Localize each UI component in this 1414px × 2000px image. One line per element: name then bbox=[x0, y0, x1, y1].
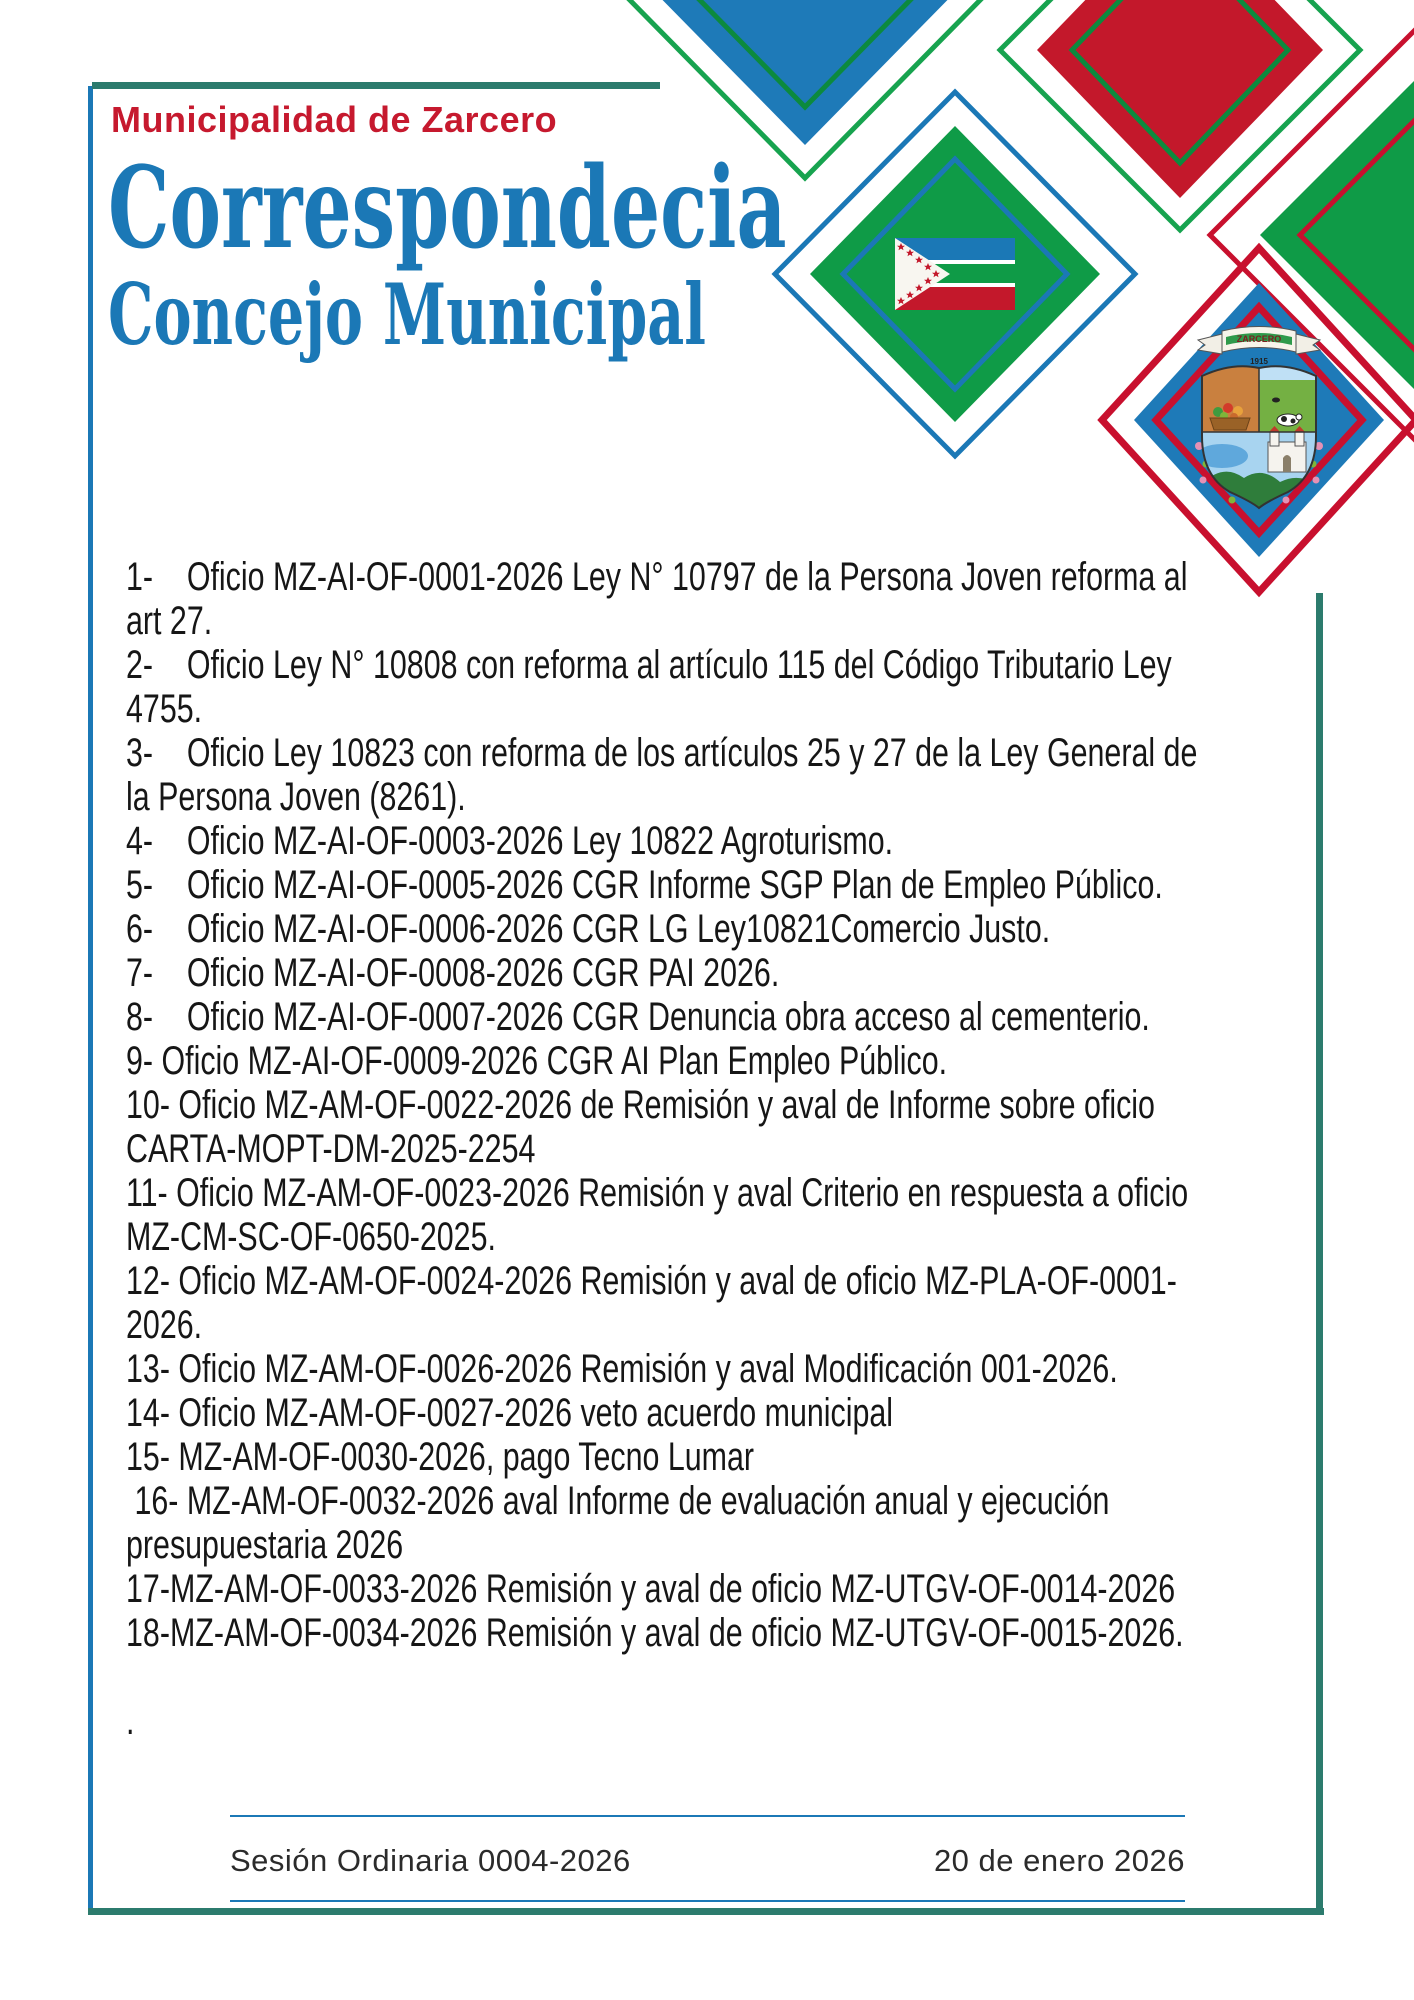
frame-left-border bbox=[88, 86, 93, 1912]
list-line: la Persona Joven (8261). bbox=[126, 775, 466, 819]
footer-top-rule bbox=[230, 1815, 1185, 1817]
list-line: 16- MZ-AM-OF-0032-2026 aval Informe de evaluación anual y ejecución bbox=[126, 1479, 1110, 1523]
list-line: CARTA-MOPT-DM-2025-2254 bbox=[126, 1127, 536, 1171]
list-line: 18-MZ-AM-OF-0034-2026 Remisión y aval de oficio MZ-UTGV-OF-0015-2026. bbox=[126, 1611, 1184, 1655]
date-label: 20 de enero 2026 bbox=[933, 1843, 1185, 1878]
list-line: 2- Oficio Ley N° 10808 con reforma al artículo 115 del Código Tributario Ley bbox=[126, 643, 1172, 687]
zarcero-flag-icon bbox=[895, 238, 1015, 310]
coat-banner-text: ZARCERO bbox=[1236, 334, 1282, 344]
trailing-line: . bbox=[126, 1699, 135, 1743]
page-title: Correspondecia bbox=[108, 143, 787, 274]
list-line: 12- Oficio MZ-AM-OF-0024-2026 Remisión y aval de oficio MZ-PLA-OF-0001- bbox=[126, 1259, 1177, 1303]
footer bbox=[230, 1843, 1185, 1879]
flag-diamond bbox=[775, 92, 1135, 456]
list-line: art 27. bbox=[126, 599, 213, 643]
list-line: presupuestaria 2026 bbox=[126, 1523, 404, 1567]
trailing-line bbox=[126, 1655, 1342, 1699]
correspondence-list bbox=[126, 555, 1342, 1743]
coat-year-text: 1915 bbox=[1250, 357, 1268, 366]
list-line: 17-MZ-AM-OF-0033-2026 Remisión y aval de oficio MZ-UTGV-OF-0014-2026 bbox=[126, 1567, 1176, 1611]
list-line: 5- Oficio MZ-AI-OF-0005-2026 CGR Informe SGP Plan de Empleo Público. bbox=[126, 863, 1163, 907]
list-line: MZ-CM-SC-OF-0650-2025. bbox=[126, 1215, 496, 1259]
list-line: 4- Oficio MZ-AI-OF-0003-2026 Ley 10822 Agroturismo. bbox=[126, 819, 894, 863]
frame-bottom-border bbox=[88, 1908, 1324, 1915]
frame-top-border bbox=[92, 82, 660, 89]
list-line: 10- Oficio MZ-AM-OF-0022-2026 de Remisión y aval de Informe sobre oficio bbox=[126, 1083, 1155, 1127]
page-subtitle: Concejo Municipal bbox=[108, 265, 706, 364]
list-line: 8- Oficio MZ-AI-OF-0007-2026 CGR Denuncia obra acceso al cementerio. bbox=[126, 995, 1150, 1039]
list-line: 14- Oficio MZ-AM-OF-0027-2026 veto acuerdo municipal bbox=[126, 1391, 894, 1435]
footer-bottom-rule bbox=[230, 1900, 1185, 1902]
list-line: 4755. bbox=[126, 687, 203, 731]
list-line: 9- Oficio MZ-AI-OF-0009-2026 CGR AI Plan Empleo Público. bbox=[126, 1039, 948, 1083]
org-name: Municipalidad de Zarcero bbox=[111, 99, 558, 140]
list-line: 3- Oficio Ley 10823 con reforma de los artículos 25 y 27 de la Ley General de bbox=[126, 731, 1198, 775]
list-line: 1- Oficio MZ-AI-OF-0001-2026 Ley N° 10797 de la Persona Joven reforma al bbox=[126, 555, 1188, 599]
list-line: 13- Oficio MZ-AM-OF-0026-2026 Remisión y aval Modificación 001-2026. bbox=[126, 1347, 1118, 1391]
list-line: 15- MZ-AM-OF-0030-2026, pago Tecno Lumar bbox=[126, 1435, 754, 1479]
list-line: 7- Oficio MZ-AI-OF-0008-2026 CGR PAI 2026. bbox=[126, 951, 780, 995]
list-line: 6- Oficio MZ-AI-OF-0006-2026 CGR LG Ley10821Comercio Justo. bbox=[126, 907, 1051, 951]
list-line: 2026. bbox=[126, 1303, 203, 1347]
session-label: Sesión Ordinaria 0004-2026 bbox=[230, 1843, 631, 1878]
list-line: 11- Oficio MZ-AM-OF-0023-2026 Remisión y aval Criterio en respuesta a oficio bbox=[126, 1171, 1189, 1215]
